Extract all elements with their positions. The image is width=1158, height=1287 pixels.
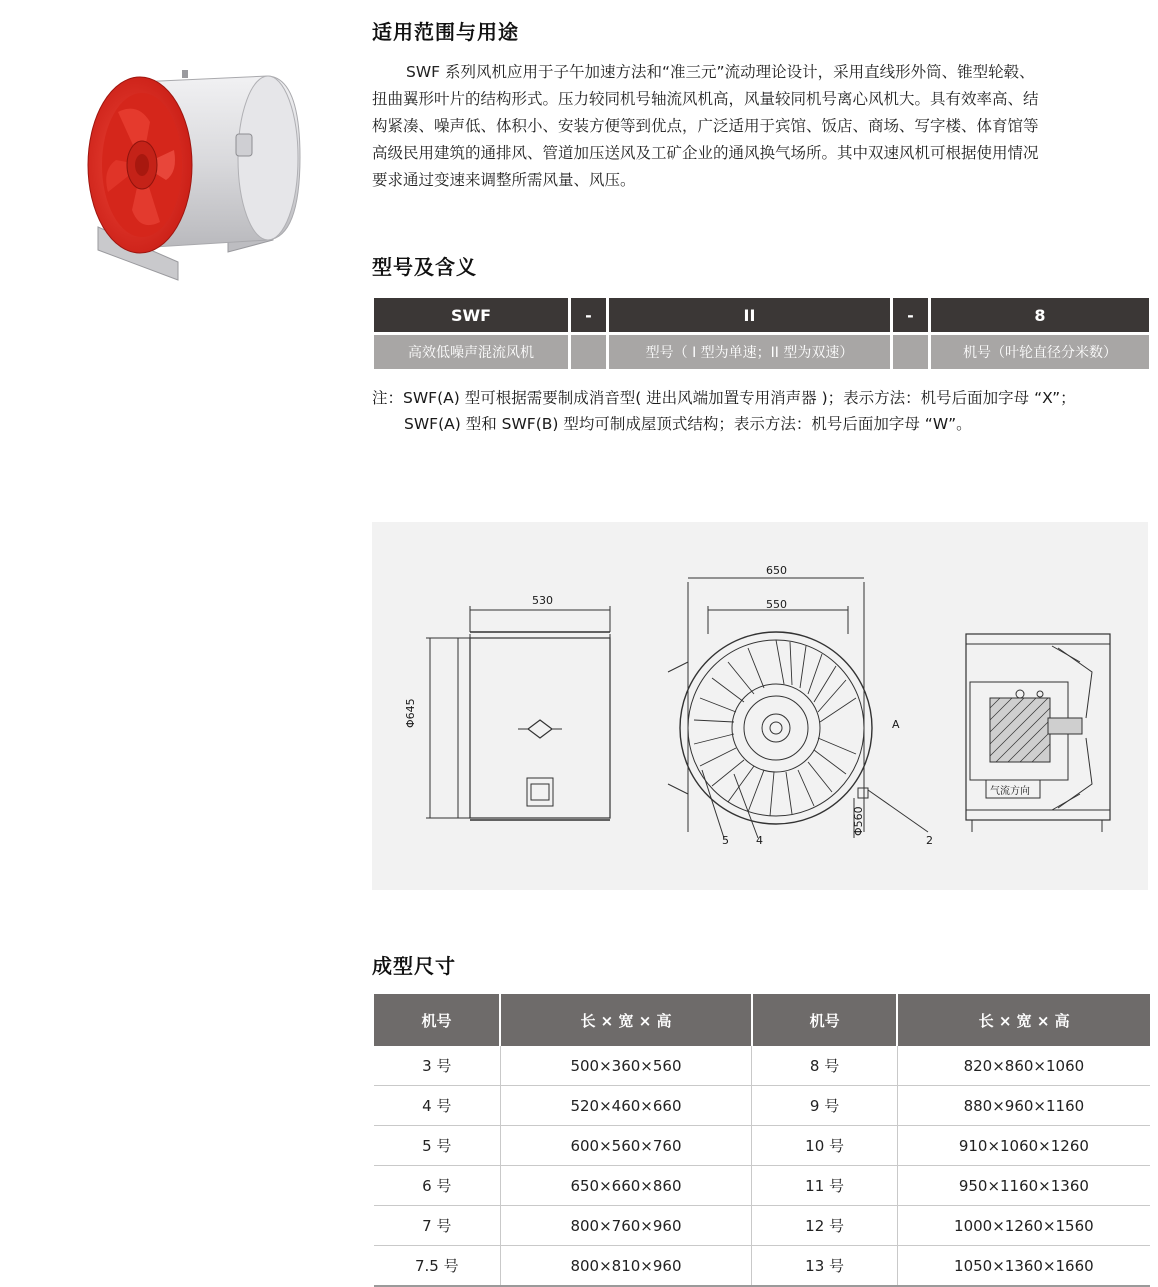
dimension-cell: 520×460×660 <box>500 1086 752 1126</box>
dim-550: 550 <box>766 598 787 611</box>
model-cell: 6 号 <box>374 1166 500 1206</box>
part-label-2: 2 <box>926 834 933 847</box>
dim-650: 650 <box>766 564 787 577</box>
model-cell: 4 号 <box>374 1086 500 1126</box>
model-type-cell: II <box>609 298 890 332</box>
usage-line: 要求通过变速来调整所需风量、风压。 <box>372 171 636 189</box>
model-cell: 13 号 <box>752 1246 897 1287</box>
model-series-meaning: 高效低噪声混流风机 <box>374 335 568 369</box>
note-line: SWF(A) 型和 SWF(B) 型均可制成屋顶式结构；表示方法：机号后面加字母 “W”。 <box>404 415 972 433</box>
table-row <box>374 1086 1150 1126</box>
usage-section-title: 适用范围与用途 <box>372 20 519 44</box>
table-row <box>374 1166 1150 1206</box>
model-dash-cell: - <box>893 298 928 332</box>
model-number-cell: 8 <box>931 298 1149 332</box>
usage-line: 构紧凑、噪声低、体积小、安装方便等到优点，广泛适用于宾馆、饭店、商场、写字楼、体育馆等 <box>372 117 1039 135</box>
table-row <box>374 1246 1150 1287</box>
model-series-cell: SWF <box>374 298 568 332</box>
dimension-cell: 820×860×1060 <box>897 1046 1150 1086</box>
dimension-cell: 800×810×960 <box>500 1246 752 1287</box>
model-dash-meaning <box>571 335 606 369</box>
model-type-meaning: 型号（ I 型为单速；II 型为双速） <box>609 335 890 369</box>
model-number-meaning: 机号（叶轮直径分米数） <box>931 335 1149 369</box>
model-note <box>372 385 1152 437</box>
dimension-cell: 800×760×960 <box>500 1206 752 1246</box>
dimension-cell: 910×1060×1260 <box>897 1126 1150 1166</box>
model-cell: 7.5 号 <box>374 1246 500 1287</box>
model-dash-cell: - <box>571 298 606 332</box>
model-section-title: 型号及含义 <box>372 255 477 279</box>
dimension-cell: 880×960×1160 <box>897 1086 1150 1126</box>
dim-645: Φ645 <box>404 698 417 728</box>
table-row <box>374 1206 1150 1246</box>
dimension-cell: 1050×1360×1660 <box>897 1246 1150 1287</box>
header-dimensions: 长 × 宽 × 高 <box>897 994 1150 1046</box>
dimension-cell: 1000×1260×1560 <box>897 1206 1150 1246</box>
header-model: 机号 <box>374 994 500 1046</box>
table-row <box>374 1126 1150 1166</box>
note-line: 注：SWF(A) 型可根据需要制成消音型( 进出风端加置专用消声器 )；表示方法：机号后面加字母 “X”； <box>372 389 1076 407</box>
usage-line: 高级民用建筑的通排风、管道加压送风及工矿企业的通风换气场所。其中双速风机可根据使用情况 <box>372 144 1039 162</box>
part-label-5: 5 <box>722 834 729 847</box>
model-cell: 3 号 <box>374 1046 500 1086</box>
part-label-4: 4 <box>756 834 763 847</box>
dimension-cell: 600×560×760 <box>500 1126 752 1166</box>
size-table-header <box>374 994 1150 1046</box>
dimension-cell: 500×360×560 <box>500 1046 752 1086</box>
dim-560: Φ560 <box>852 806 865 836</box>
airflow-direction-label: 气流方向 <box>990 786 1030 797</box>
model-cell: 7 号 <box>374 1206 500 1246</box>
size-table <box>374 994 1150 1287</box>
model-cell: 10 号 <box>752 1126 897 1166</box>
section-label-a: A <box>892 718 900 731</box>
header-dimensions: 长 × 宽 × 高 <box>500 994 752 1046</box>
model-cell: 8 号 <box>752 1046 897 1086</box>
table-row <box>374 1046 1150 1086</box>
usage-line: 扭曲翼形叶片的结构形式。压力较同机号轴流风机高，风量较同机号离心风机大。具有效率高、结 <box>372 90 1039 108</box>
model-cell: 11 号 <box>752 1166 897 1206</box>
usage-paragraph <box>372 59 1152 194</box>
fan-product-image <box>78 62 308 287</box>
technical-drawing <box>372 522 1148 890</box>
model-meaning-row <box>374 335 1149 369</box>
model-code-row <box>374 298 1149 332</box>
header-model: 机号 <box>752 994 897 1046</box>
dim-530: 530 <box>532 594 553 607</box>
model-cell: 12 号 <box>752 1206 897 1246</box>
size-section-title: 成型尺寸 <box>372 954 456 978</box>
dimension-cell: 650×660×860 <box>500 1166 752 1206</box>
model-cell: 5 号 <box>374 1126 500 1166</box>
model-cell: 9 号 <box>752 1086 897 1126</box>
model-dash-meaning <box>893 335 928 369</box>
dimension-cell: 950×1160×1360 <box>897 1166 1150 1206</box>
usage-line: SWF 系列风机应用于子午加速方法和“准三元”流动理论设计，采用直线形外筒、锥型轮毂、 <box>406 63 1035 81</box>
